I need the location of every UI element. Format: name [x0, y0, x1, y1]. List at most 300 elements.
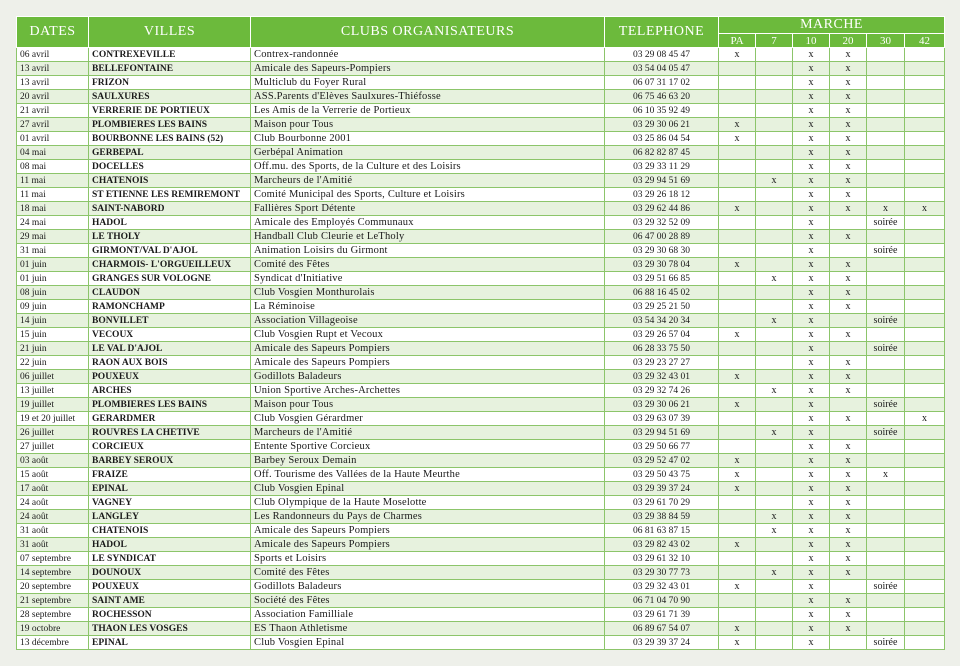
marche-10-cell: x — [793, 496, 830, 510]
table-row — [17, 76, 945, 90]
club-cell: Off. Tourisme des Vallées de la Haute Meurthe — [251, 468, 605, 482]
date-cell: 22 juin — [17, 356, 89, 370]
marche-20-cell: x — [830, 384, 867, 398]
ville-cell: FRAIZE — [89, 468, 251, 482]
marche-10-cell: x — [793, 608, 830, 622]
telephone-cell: 03 29 50 66 77 — [605, 440, 719, 454]
marche-20-cell: x — [830, 62, 867, 76]
marche-30-cell: soirée — [867, 216, 905, 230]
marche-42-cell — [905, 230, 945, 244]
marche-7-cell — [756, 398, 793, 412]
telephone-cell: 03 29 51 66 85 — [605, 272, 719, 286]
date-cell: 24 août — [17, 510, 89, 524]
date-cell: 14 juin — [17, 314, 89, 328]
telephone-cell: 03 29 39 37 24 — [605, 482, 719, 496]
marche-20-cell: x — [830, 258, 867, 272]
marche-7-cell — [756, 552, 793, 566]
marche-7-cell — [756, 580, 793, 594]
marche-pa-cell: x — [719, 468, 756, 482]
table-row — [17, 426, 945, 440]
date-cell: 01 juin — [17, 258, 89, 272]
marche-20-cell: x — [830, 524, 867, 538]
marche-20-cell: x — [830, 412, 867, 426]
telephone-cell: 03 29 39 37 24 — [605, 636, 719, 650]
marche-10-cell: x — [793, 286, 830, 300]
club-cell: Les Amis de la Verrerie de Portieux — [251, 104, 605, 118]
table-row — [17, 594, 945, 608]
telephone-cell: 03 29 32 43 01 — [605, 580, 719, 594]
telephone-cell: 06 89 67 54 07 — [605, 622, 719, 636]
date-cell: 17 août — [17, 482, 89, 496]
marche-30-cell — [867, 454, 905, 468]
header-distance-7: 7 — [756, 34, 793, 48]
marche-30-cell — [867, 370, 905, 384]
table-row — [17, 370, 945, 384]
marche-30-cell — [867, 384, 905, 398]
telephone-cell: 03 29 61 32 10 — [605, 552, 719, 566]
marche-42-cell — [905, 496, 945, 510]
telephone-cell: 06 28 33 75 50 — [605, 342, 719, 356]
marche-20-cell: x — [830, 202, 867, 216]
marche-pa-cell — [719, 384, 756, 398]
header-marche: MARCHE — [719, 17, 945, 34]
table-row — [17, 202, 945, 216]
marche-42-cell — [905, 538, 945, 552]
marche-7-cell — [756, 146, 793, 160]
ville-cell: LE VAL D'AJOL — [89, 342, 251, 356]
header-villes: VILLES — [89, 17, 251, 48]
table-row — [17, 174, 945, 188]
header-distance-42: 42 — [905, 34, 945, 48]
marche-42-cell — [905, 524, 945, 538]
table-row — [17, 314, 945, 328]
telephone-cell: 03 29 50 43 75 — [605, 468, 719, 482]
marche-pa-cell — [719, 244, 756, 258]
table-row — [17, 230, 945, 244]
marche-42-cell — [905, 244, 945, 258]
marche-pa-cell — [719, 524, 756, 538]
marche-pa-cell — [719, 188, 756, 202]
marche-10-cell: x — [793, 622, 830, 636]
marche-20-cell: x — [830, 440, 867, 454]
marche-10-cell: x — [793, 146, 830, 160]
table-row — [17, 342, 945, 356]
table-row — [17, 496, 945, 510]
marche-20-cell: x — [830, 356, 867, 370]
marche-30-cell — [867, 300, 905, 314]
marche-pa-cell: x — [719, 454, 756, 468]
date-cell: 31 mai — [17, 244, 89, 258]
marche-pa-cell: x — [719, 48, 756, 62]
club-cell: Maison pour Tous — [251, 398, 605, 412]
marche-42-cell — [905, 104, 945, 118]
marche-42-cell — [905, 622, 945, 636]
marche-42-cell — [905, 174, 945, 188]
marche-30-cell: soirée — [867, 580, 905, 594]
telephone-cell: 03 29 32 52 09 — [605, 216, 719, 230]
marche-10-cell: x — [793, 580, 830, 594]
marche-20-cell — [830, 636, 867, 650]
marche-pa-cell — [719, 510, 756, 524]
ville-cell: GERBEPAL — [89, 146, 251, 160]
marche-7-cell — [756, 48, 793, 62]
marche-30-cell — [867, 230, 905, 244]
marche-20-cell: x — [830, 370, 867, 384]
marche-30-cell — [867, 174, 905, 188]
marche-30-cell: soirée — [867, 426, 905, 440]
marche-30-cell — [867, 146, 905, 160]
club-cell: Entente Sportive Corcieux — [251, 440, 605, 454]
marche-20-cell — [830, 244, 867, 258]
marche-pa-cell — [719, 62, 756, 76]
marche-20-cell: x — [830, 132, 867, 146]
marche-pa-cell: x — [719, 258, 756, 272]
marche-42-cell — [905, 356, 945, 370]
marche-42-cell — [905, 48, 945, 62]
date-cell: 01 avril — [17, 132, 89, 146]
telephone-cell: 03 54 04 05 47 — [605, 62, 719, 76]
telephone-cell: 03 29 94 51 69 — [605, 426, 719, 440]
marche-20-cell: x — [830, 300, 867, 314]
marche-42-cell — [905, 62, 945, 76]
date-cell: 06 avril — [17, 48, 89, 62]
marche-20-cell: x — [830, 272, 867, 286]
header-distance-30: 30 — [867, 34, 905, 48]
table-row — [17, 608, 945, 622]
marche-20-cell: x — [830, 90, 867, 104]
club-cell: Les Randonneurs du Pays de Charmes — [251, 510, 605, 524]
club-cell: ES Thaon Athletisme — [251, 622, 605, 636]
date-cell: 31 août — [17, 538, 89, 552]
date-cell: 13 avril — [17, 76, 89, 90]
ville-cell: GRANGES SUR VOLOGNE — [89, 272, 251, 286]
marche-7-cell: x — [756, 384, 793, 398]
table-row — [17, 622, 945, 636]
table-row — [17, 482, 945, 496]
marche-20-cell: x — [830, 104, 867, 118]
date-cell: 19 et 20 juillet — [17, 412, 89, 426]
marche-pa-cell — [719, 440, 756, 454]
date-cell: 18 mai — [17, 202, 89, 216]
marche-20-cell: x — [830, 468, 867, 482]
table-body — [17, 48, 945, 650]
telephone-cell: 06 47 00 28 89 — [605, 230, 719, 244]
marche-10-cell: x — [793, 468, 830, 482]
marche-10-cell: x — [793, 258, 830, 272]
marche-30-cell: soirée — [867, 398, 905, 412]
telephone-cell: 03 29 61 70 29 — [605, 496, 719, 510]
telephone-cell: 06 75 46 63 20 — [605, 90, 719, 104]
ville-cell: SAINT AME — [89, 594, 251, 608]
telephone-cell: 03 29 62 44 86 — [605, 202, 719, 216]
marche-pa-cell: x — [719, 636, 756, 650]
marche-10-cell: x — [793, 90, 830, 104]
telephone-cell: 03 29 61 71 39 — [605, 608, 719, 622]
header-telephone: TELEPHONE — [605, 17, 719, 48]
marche-20-cell: x — [830, 482, 867, 496]
ville-cell: GERARDMER — [89, 412, 251, 426]
telephone-cell: 03 29 30 77 73 — [605, 566, 719, 580]
marche-pa-cell — [719, 566, 756, 580]
marche-10-cell: x — [793, 118, 830, 132]
marche-30-cell: soirée — [867, 244, 905, 258]
club-cell: Marcheurs de l'Amitié — [251, 174, 605, 188]
marche-pa-cell: x — [719, 482, 756, 496]
marche-42-cell — [905, 510, 945, 524]
marche-20-cell: x — [830, 160, 867, 174]
telephone-cell: 03 29 33 11 29 — [605, 160, 719, 174]
marche-20-cell: x — [830, 146, 867, 160]
date-cell: 13 avril — [17, 62, 89, 76]
marche-30-cell — [867, 594, 905, 608]
marche-pa-cell — [719, 594, 756, 608]
club-cell: Club Vosgien Rupt et Vecoux — [251, 328, 605, 342]
marche-10-cell: x — [793, 412, 830, 426]
ville-cell: CHATENOIS — [89, 174, 251, 188]
table-row — [17, 132, 945, 146]
table-row — [17, 412, 945, 426]
marche-42-cell — [905, 426, 945, 440]
marche-42-cell — [905, 552, 945, 566]
telephone-cell: 03 25 86 04 54 — [605, 132, 719, 146]
telephone-cell: 06 82 82 87 45 — [605, 146, 719, 160]
ville-cell: FRIZON — [89, 76, 251, 90]
club-cell: Club Vosgien Epinal — [251, 482, 605, 496]
telephone-cell: 06 07 31 17 02 — [605, 76, 719, 90]
marche-7-cell: x — [756, 510, 793, 524]
ville-cell: CLAUDON — [89, 286, 251, 300]
marche-7-cell — [756, 188, 793, 202]
marche-30-cell: x — [867, 202, 905, 216]
club-cell: Union Sportive Arches-Archettes — [251, 384, 605, 398]
marche-pa-cell — [719, 230, 756, 244]
table-row — [17, 48, 945, 62]
ville-cell: BONVILLET — [89, 314, 251, 328]
club-cell: Syndicat d'Initiative — [251, 272, 605, 286]
marche-42-cell — [905, 608, 945, 622]
marche-10-cell: x — [793, 202, 830, 216]
marche-10-cell: x — [793, 62, 830, 76]
date-cell: 21 avril — [17, 104, 89, 118]
ville-cell: ST ETIENNE LES REMIREMONT — [89, 188, 251, 202]
ville-cell: BELLEFONTAINE — [89, 62, 251, 76]
marche-30-cell — [867, 132, 905, 146]
club-cell: Godillots Baladeurs — [251, 370, 605, 384]
marche-42-cell — [905, 580, 945, 594]
marche-30-cell — [867, 510, 905, 524]
date-cell: 15 août — [17, 468, 89, 482]
marche-30-cell: soirée — [867, 342, 905, 356]
ville-cell: RAON AUX BOIS — [89, 356, 251, 370]
ville-cell: CONTREXEVILLE — [89, 48, 251, 62]
ville-cell: DOUNOUX — [89, 566, 251, 580]
ville-cell: PLOMBIERES LES BAINS — [89, 398, 251, 412]
marche-30-cell — [867, 62, 905, 76]
marche-7-cell — [756, 342, 793, 356]
marche-10-cell: x — [793, 398, 830, 412]
telephone-cell: 03 29 25 21 50 — [605, 300, 719, 314]
marche-42-cell — [905, 132, 945, 146]
table-row — [17, 636, 945, 650]
date-cell: 21 septembre — [17, 594, 89, 608]
date-cell: 03 août — [17, 454, 89, 468]
club-cell: Amicale des Sapeurs-Pompiers — [251, 62, 605, 76]
marche-pa-cell: x — [719, 398, 756, 412]
date-cell: 01 juin — [17, 272, 89, 286]
marche-pa-cell — [719, 426, 756, 440]
ville-cell: BOURBONNE LES BAINS (52) — [89, 132, 251, 146]
marche-7-cell — [756, 440, 793, 454]
marche-pa-cell — [719, 412, 756, 426]
marche-10-cell: x — [793, 342, 830, 356]
ville-cell: VAGNEY — [89, 496, 251, 510]
table-row — [17, 398, 945, 412]
marche-20-cell — [830, 398, 867, 412]
marche-pa-cell — [719, 146, 756, 160]
club-cell: Fallières Sport Détente — [251, 202, 605, 216]
telephone-cell: 03 29 63 07 39 — [605, 412, 719, 426]
telephone-cell: 03 29 32 74 26 — [605, 384, 719, 398]
marche-10-cell: x — [793, 538, 830, 552]
marche-7-cell — [756, 482, 793, 496]
club-cell: Association Villageoise — [251, 314, 605, 328]
marche-10-cell: x — [793, 314, 830, 328]
table-row — [17, 146, 945, 160]
table-row — [17, 454, 945, 468]
date-cell: 07 septembre — [17, 552, 89, 566]
header-distance-20: 20 — [830, 34, 867, 48]
ville-cell: CORCIEUX — [89, 440, 251, 454]
table-row — [17, 244, 945, 258]
telephone-cell: 03 54 34 20 34 — [605, 314, 719, 328]
ville-cell: HADOL — [89, 216, 251, 230]
marche-7-cell — [756, 622, 793, 636]
telephone-cell: 03 29 94 51 69 — [605, 174, 719, 188]
marche-30-cell — [867, 622, 905, 636]
marche-pa-cell — [719, 314, 756, 328]
marche-7-cell — [756, 538, 793, 552]
marche-20-cell: x — [830, 622, 867, 636]
marche-pa-cell — [719, 552, 756, 566]
marche-10-cell: x — [793, 566, 830, 580]
date-cell: 20 septembre — [17, 580, 89, 594]
marche-10-cell: x — [793, 552, 830, 566]
marche-pa-cell — [719, 174, 756, 188]
marche-42-cell — [905, 636, 945, 650]
marche-pa-cell: x — [719, 202, 756, 216]
marche-10-cell: x — [793, 594, 830, 608]
telephone-cell: 03 29 26 57 04 — [605, 328, 719, 342]
club-cell: Animation Loisirs du Girmont — [251, 244, 605, 258]
marche-10-cell: x — [793, 300, 830, 314]
marche-7-cell — [756, 370, 793, 384]
club-cell: Multiclub du Foyer Rural — [251, 76, 605, 90]
marche-30-cell — [867, 608, 905, 622]
marche-7-cell — [756, 328, 793, 342]
table-row — [17, 328, 945, 342]
marche-30-cell — [867, 412, 905, 426]
marche-10-cell: x — [793, 636, 830, 650]
marche-pa-cell — [719, 356, 756, 370]
club-cell: Club Olympique de la Haute Moselotte — [251, 496, 605, 510]
date-cell: 04 mai — [17, 146, 89, 160]
marche-20-cell: x — [830, 454, 867, 468]
table-row — [17, 272, 945, 286]
club-cell: Comité des Fêtes — [251, 566, 605, 580]
date-cell: 19 octobre — [17, 622, 89, 636]
date-cell: 20 avril — [17, 90, 89, 104]
marche-30-cell — [867, 524, 905, 538]
date-cell: 27 juillet — [17, 440, 89, 454]
table-row — [17, 356, 945, 370]
marche-10-cell: x — [793, 370, 830, 384]
marche-10-cell: x — [793, 272, 830, 286]
marche-pa-cell: x — [719, 580, 756, 594]
ville-cell: LE THOLY — [89, 230, 251, 244]
date-cell: 26 juillet — [17, 426, 89, 440]
marche-20-cell: x — [830, 328, 867, 342]
marche-42-cell — [905, 314, 945, 328]
marche-10-cell: x — [793, 244, 830, 258]
marche-30-cell: soirée — [867, 636, 905, 650]
table-row — [17, 286, 945, 300]
marche-pa-cell — [719, 90, 756, 104]
marche-7-cell — [756, 496, 793, 510]
marche-30-cell — [867, 440, 905, 454]
marche-pa-cell — [719, 76, 756, 90]
ville-cell: LANGLEY — [89, 510, 251, 524]
marche-20-cell — [830, 342, 867, 356]
marche-pa-cell: x — [719, 370, 756, 384]
marche-20-cell — [830, 314, 867, 328]
marche-7-cell — [756, 62, 793, 76]
marche-10-cell: x — [793, 454, 830, 468]
marche-42-cell — [905, 454, 945, 468]
club-cell: Amicale des Sapeurs Pompiers — [251, 356, 605, 370]
marche-20-cell: x — [830, 510, 867, 524]
marche-30-cell — [867, 160, 905, 174]
marche-pa-cell: x — [719, 328, 756, 342]
table-row — [17, 510, 945, 524]
marche-pa-cell — [719, 286, 756, 300]
marche-10-cell: x — [793, 188, 830, 202]
table-row — [17, 118, 945, 132]
schedule-sheet — [16, 16, 944, 648]
marche-42-cell — [905, 468, 945, 482]
marche-pa-cell — [719, 216, 756, 230]
marche-30-cell — [867, 90, 905, 104]
marche-10-cell: x — [793, 482, 830, 496]
marche-pa-cell: x — [719, 622, 756, 636]
ville-cell: SAULXURES — [89, 90, 251, 104]
marche-30-cell — [867, 496, 905, 510]
marche-42-cell — [905, 398, 945, 412]
telephone-cell: 03 29 82 43 02 — [605, 538, 719, 552]
telephone-cell: 06 10 35 92 49 — [605, 104, 719, 118]
date-cell: 08 mai — [17, 160, 89, 174]
ville-cell: HADOL — [89, 538, 251, 552]
marche-7-cell — [756, 216, 793, 230]
date-cell: 06 juillet — [17, 370, 89, 384]
date-cell: 28 septembre — [17, 608, 89, 622]
marche-7-cell — [756, 608, 793, 622]
club-cell: Off.mu. des Sports, de la Culture et des Loisirs — [251, 160, 605, 174]
telephone-cell: 03 29 30 06 21 — [605, 118, 719, 132]
marche-42-cell — [905, 216, 945, 230]
marche-20-cell: x — [830, 608, 867, 622]
marche-20-cell: x — [830, 188, 867, 202]
marche-pa-cell — [719, 608, 756, 622]
